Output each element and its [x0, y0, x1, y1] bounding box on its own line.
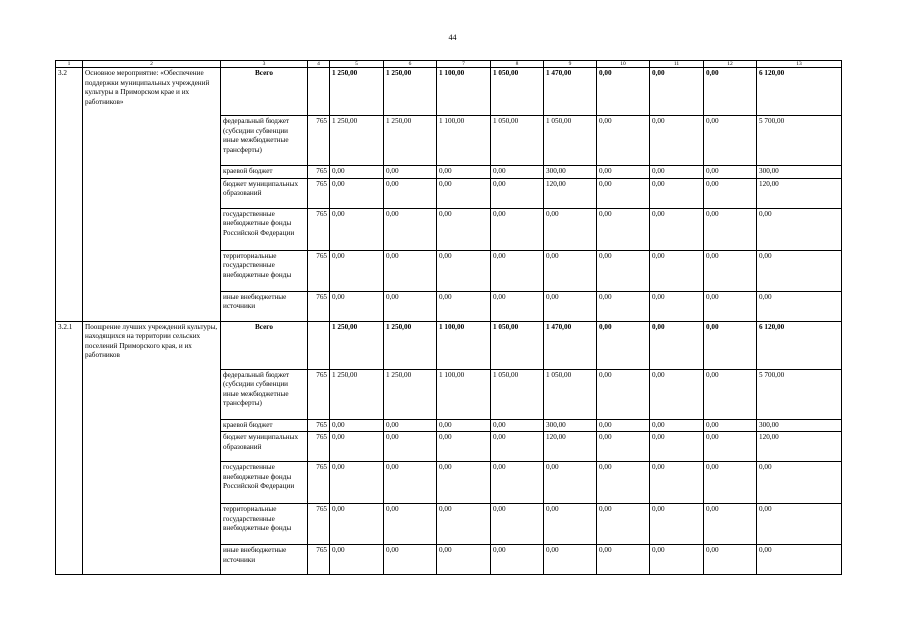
budget-code: 765 — [308, 419, 330, 432]
total-value: 5 700,00 — [757, 116, 842, 166]
year-value: 0,00 — [597, 291, 650, 321]
year-value: 0,00 — [597, 321, 650, 369]
year-value: 0,00 — [704, 419, 757, 432]
year-value: 0,00 — [704, 166, 757, 179]
year-value: 0,00 — [704, 321, 757, 369]
year-value: 0,00 — [650, 419, 704, 432]
column-number: 12 — [704, 61, 757, 68]
year-value: 0,00 — [544, 291, 597, 321]
year-value: 120,00 — [544, 178, 597, 208]
year-value: 0,00 — [597, 545, 650, 575]
year-value: 0,00 — [597, 166, 650, 179]
year-value: 1 050,00 — [491, 321, 544, 369]
year-value: 0,00 — [597, 419, 650, 432]
total-value: 6 120,00 — [757, 68, 842, 116]
year-value: 0,00 — [437, 432, 491, 462]
year-value: 0,00 — [384, 419, 437, 432]
year-value: 0,00 — [437, 166, 491, 179]
total-value: 300,00 — [757, 166, 842, 179]
year-value: 0,00 — [544, 208, 597, 250]
total-value: 0,00 — [757, 208, 842, 250]
total-value: 300,00 — [757, 419, 842, 432]
column-number: 9 — [544, 61, 597, 68]
year-value: 0,00 — [704, 504, 757, 545]
total-value: 0,00 — [757, 545, 842, 575]
funding-source: территориальные государственные внебюджетные фонды — [221, 250, 308, 291]
total-label: Всего — [221, 68, 308, 116]
year-value: 0,00 — [704, 178, 757, 208]
column-number: 7 — [437, 61, 491, 68]
year-value: 0,00 — [597, 250, 650, 291]
year-value: 0,00 — [437, 178, 491, 208]
funding-source: краевой бюджет — [221, 419, 308, 432]
year-value: 0,00 — [491, 250, 544, 291]
year-value: 1 250,00 — [330, 68, 384, 116]
funding-source: федеральный бюджет (субсидии субвенции иные межбюджетные трансферты) — [221, 369, 308, 419]
year-value: 0,00 — [437, 208, 491, 250]
year-value: 0,00 — [544, 545, 597, 575]
year-value: 0,00 — [650, 432, 704, 462]
budget-code: 765 — [308, 432, 330, 462]
funding-source: федеральный бюджет (субсидии субвенции иные межбюджетные трансферты) — [221, 116, 308, 166]
budget-code: 765 — [308, 116, 330, 166]
year-value: 0,00 — [597, 116, 650, 166]
year-value: 1 100,00 — [437, 116, 491, 166]
year-value: 1 050,00 — [491, 68, 544, 116]
year-value: 0,00 — [330, 419, 384, 432]
year-value: 1 050,00 — [544, 116, 597, 166]
year-value: 0,00 — [650, 291, 704, 321]
year-value: 0,00 — [650, 462, 704, 504]
year-value: 0,00 — [597, 432, 650, 462]
year-value: 0,00 — [491, 178, 544, 208]
year-value: 0,00 — [384, 545, 437, 575]
year-value: 0,00 — [384, 166, 437, 179]
year-value: 0,00 — [544, 504, 597, 545]
year-value: 0,00 — [384, 504, 437, 545]
year-value: 1 250,00 — [330, 116, 384, 166]
year-value: 0,00 — [704, 369, 757, 419]
year-value: 1 250,00 — [330, 321, 384, 369]
year-value: 1 250,00 — [330, 369, 384, 419]
year-value: 0,00 — [491, 504, 544, 545]
budget-code: 765 — [308, 208, 330, 250]
year-value: 0,00 — [437, 462, 491, 504]
year-value: 0,00 — [330, 208, 384, 250]
year-value: 0,00 — [704, 432, 757, 462]
year-value: 1 050,00 — [491, 116, 544, 166]
year-value: 0,00 — [704, 68, 757, 116]
year-value: 0,00 — [330, 432, 384, 462]
year-value: 0,00 — [491, 208, 544, 250]
funding-source: иные внебюджетные источники — [221, 291, 308, 321]
total-value: 6 120,00 — [757, 321, 842, 369]
year-value: 1 470,00 — [544, 68, 597, 116]
column-number: 6 — [384, 61, 437, 68]
year-value: 0,00 — [650, 321, 704, 369]
year-value: 0,00 — [491, 545, 544, 575]
page-number: 44 — [448, 33, 457, 42]
year-value: 0,00 — [597, 178, 650, 208]
total-value: 0,00 — [757, 291, 842, 321]
total-value: 5 700,00 — [757, 369, 842, 419]
funding-source: иные внебюджетные источники — [221, 545, 308, 575]
year-value: 0,00 — [704, 545, 757, 575]
year-value: 0,00 — [330, 250, 384, 291]
year-value: 0,00 — [330, 291, 384, 321]
funding-source: краевой бюджет — [221, 166, 308, 179]
year-value: 120,00 — [544, 432, 597, 462]
year-value: 0,00 — [437, 250, 491, 291]
year-value: 0,00 — [704, 462, 757, 504]
year-value: 0,00 — [330, 178, 384, 208]
budget-code: 765 — [308, 178, 330, 208]
year-value: 1 250,00 — [384, 369, 437, 419]
budget-code: 765 — [308, 545, 330, 575]
column-number: 3 — [221, 61, 308, 68]
column-number-row — [56, 61, 842, 68]
section-number: 3.2 — [56, 68, 83, 322]
funding-source: государственные внебюджетные фонды Российской Федерации — [221, 208, 308, 250]
total-label: Всего — [221, 321, 308, 369]
budget-code: 765 — [308, 369, 330, 419]
year-value: 0,00 — [650, 545, 704, 575]
year-value: 0,00 — [650, 504, 704, 545]
year-value: 0,00 — [704, 116, 757, 166]
year-value: 0,00 — [650, 369, 704, 419]
budget-code: 765 — [308, 504, 330, 545]
year-value: 0,00 — [650, 166, 704, 179]
year-value: 0,00 — [384, 462, 437, 504]
year-value: 0,00 — [704, 250, 757, 291]
year-value: 0,00 — [491, 432, 544, 462]
year-value: 0,00 — [384, 208, 437, 250]
funding-source: государственные внебюджетные фонды Российской Федерации — [221, 462, 308, 504]
year-value: 0,00 — [437, 545, 491, 575]
year-value: 0,00 — [597, 208, 650, 250]
column-number: 4 — [308, 61, 330, 68]
year-value: 0,00 — [704, 291, 757, 321]
year-value: 1 100,00 — [437, 68, 491, 116]
section-number: 3.2.1 — [56, 321, 83, 575]
year-value: 0,00 — [330, 504, 384, 545]
year-value: 0,00 — [437, 419, 491, 432]
year-value: 0,00 — [544, 250, 597, 291]
budget-code: 765 — [308, 462, 330, 504]
section-title: Основное мероприятие: «Обеспечение поддержки муниципальных учреждений культуры в Приморском крае и их работников» — [83, 68, 221, 322]
section-title: Поощрение лучших учреждений культуры, находящихся на территории сельских поселений Приморского края, и их работников — [83, 321, 221, 575]
total-value: 0,00 — [757, 250, 842, 291]
column-number: 1 — [56, 61, 83, 68]
column-number: 5 — [330, 61, 384, 68]
year-value: 1 100,00 — [437, 369, 491, 419]
year-value: 0,00 — [384, 178, 437, 208]
year-value: 1 250,00 — [384, 68, 437, 116]
year-value: 0,00 — [650, 116, 704, 166]
year-value: 0,00 — [704, 208, 757, 250]
year-value: 0,00 — [650, 68, 704, 116]
column-number: 8 — [491, 61, 544, 68]
funding-source: территориальные государственные внебюджетные фонды — [221, 504, 308, 545]
year-value: 300,00 — [544, 166, 597, 179]
year-value: 1 250,00 — [384, 116, 437, 166]
year-value: 0,00 — [491, 462, 544, 504]
year-value: 1 100,00 — [437, 321, 491, 369]
year-value: 0,00 — [491, 291, 544, 321]
budget-code: 765 — [308, 250, 330, 291]
year-value: 0,00 — [330, 166, 384, 179]
year-value: 0,00 — [650, 208, 704, 250]
budget-table — [55, 60, 842, 575]
year-value: 1 050,00 — [544, 369, 597, 419]
year-value: 0,00 — [597, 462, 650, 504]
budget-code — [308, 321, 330, 369]
budget-code: 765 — [308, 291, 330, 321]
year-value: 0,00 — [491, 419, 544, 432]
year-value: 1 050,00 — [491, 369, 544, 419]
funding-source: бюджет муниципальных образований — [221, 432, 308, 462]
year-value: 0,00 — [437, 504, 491, 545]
year-value: 300,00 — [544, 419, 597, 432]
year-value: 0,00 — [384, 250, 437, 291]
year-value: 0,00 — [384, 291, 437, 321]
column-number: 11 — [650, 61, 704, 68]
total-value: 120,00 — [757, 432, 842, 462]
budget-code: 765 — [308, 166, 330, 179]
total-row — [56, 68, 842, 116]
year-value: 0,00 — [597, 68, 650, 116]
total-row — [56, 321, 842, 369]
year-value: 0,00 — [330, 545, 384, 575]
column-number: 10 — [597, 61, 650, 68]
year-value: 0,00 — [437, 291, 491, 321]
year-value: 0,00 — [597, 504, 650, 545]
total-value: 120,00 — [757, 178, 842, 208]
column-number: 13 — [757, 61, 842, 68]
year-value: 0,00 — [384, 432, 437, 462]
year-value: 0,00 — [650, 250, 704, 291]
budget-code — [308, 68, 330, 116]
column-number: 2 — [83, 61, 221, 68]
year-value: 0,00 — [491, 166, 544, 179]
funding-source: бюджет муниципальных образований — [221, 178, 308, 208]
year-value: 0,00 — [330, 462, 384, 504]
year-value: 0,00 — [597, 369, 650, 419]
total-value: 0,00 — [757, 504, 842, 545]
year-value: 0,00 — [544, 462, 597, 504]
total-value: 0,00 — [757, 462, 842, 504]
year-value: 1 470,00 — [544, 321, 597, 369]
year-value: 0,00 — [650, 178, 704, 208]
table-body — [56, 61, 842, 575]
year-value: 1 250,00 — [384, 321, 437, 369]
